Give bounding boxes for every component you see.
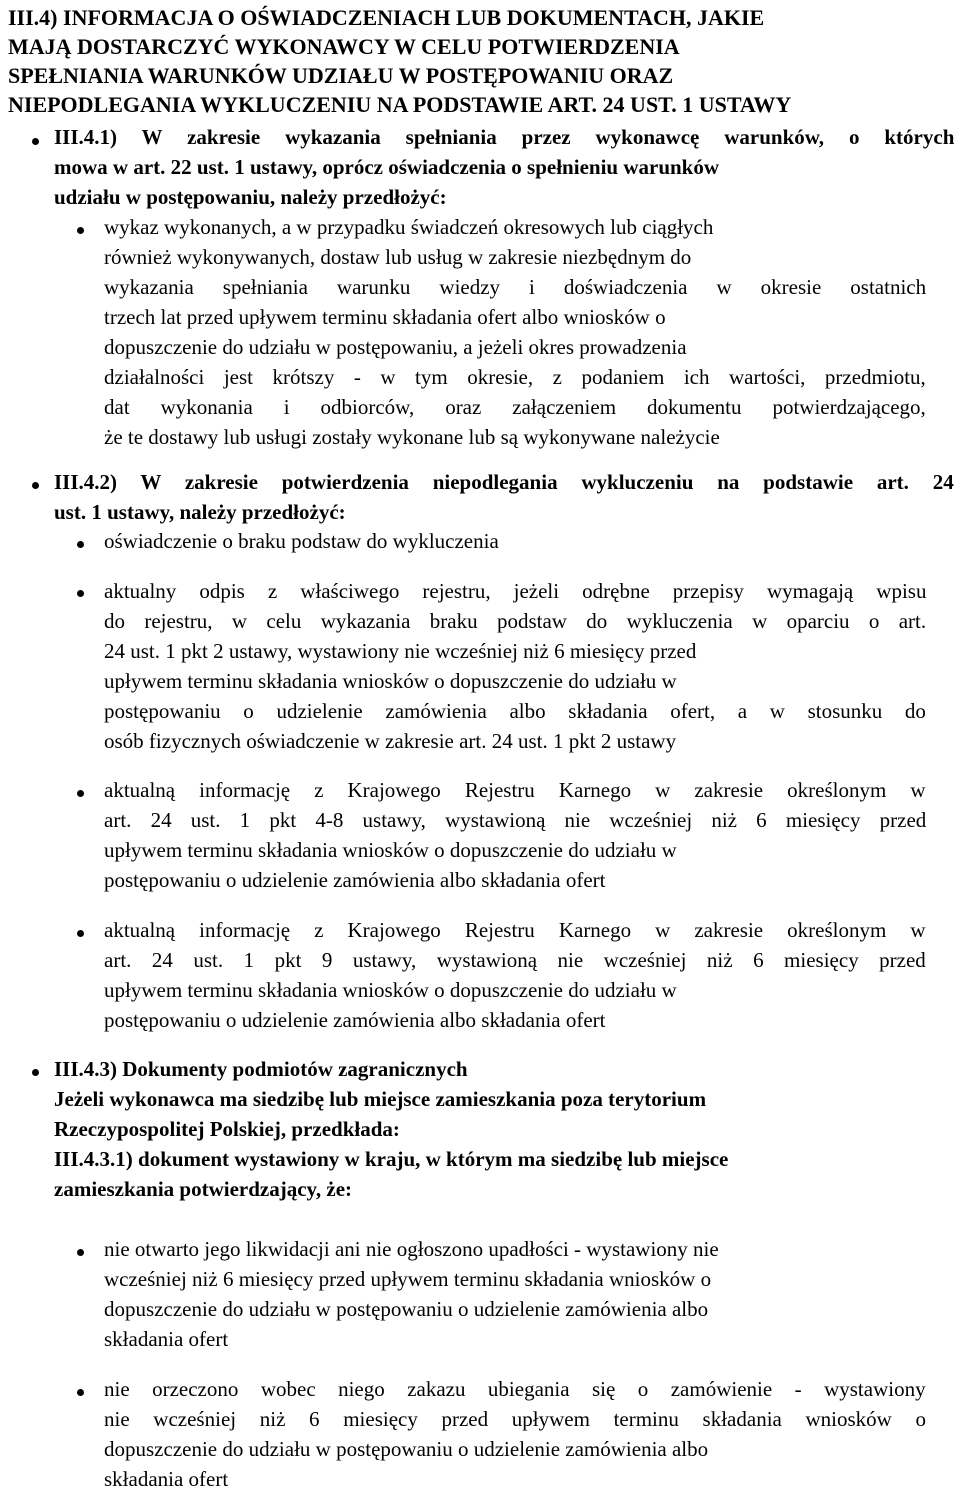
- list-item: aktualną informację z Krajowego Rejestru Karnego w zakresie określonym w art. 24 ust. 1 pkt 4-8 ustawy, wystawioną nie wcześniej niż 6 miesięcy przed upływem terminu składania wniosków o dopuszczenie do udziału w postępowaniu o udzielenie zamówienia albo składania ofert: [104, 778, 927, 892]
- list-item: wykaz wykonanych, a w przypadku świadczeń okresowych lub ciągłych również wykonywanych, dostaw lub usług w zakresie niezbędnym do wykazania spełniania warunku wiedzy i doświadczenia w okresie ostatnich trzech lat przed upływem terminu składania ofert albo wniosków o dopuszczenie do udziału w postępowaniu, a jeżeli okres prowadzenia działalności jest krótszy - w tym okresie, z podaniem ich wartości, przedmiotu, dat wykonania i odbiorców, oraz załączeniem dokumentu potwierdzającego, że te dostawy lub usługi zostały wykonane lub są wykonywane należycie: [104, 215, 927, 449]
- heading-line: SPEŁNIANIA WARUNKÓW UDZIAŁU W POSTĘPOWANIU ORAZ: [8, 63, 674, 88]
- section-heading: [8, 3, 954, 119]
- list-item: oświadczenie o braku podstaw do wykluczenia: [104, 529, 499, 553]
- bullet-icon: [32, 482, 39, 489]
- bullet-icon: [32, 138, 39, 145]
- bullet-icon: [77, 1389, 84, 1396]
- list-item: nie otwarto jego likwidacji ani nie ogłoszono upadłości - wystawiony nie wcześniej niż 6 miesięcy przed upływem terminu składania wniosków o dopuszczenie do udziału w postępowaniu o udzielenie zamówienia albo składania ofert: [104, 1237, 719, 1351]
- bullet-icon: [77, 930, 84, 937]
- heading-line: NIEPODLEGANIA WYKLUCZENIU NA PODSTAWIE ART. 24 UST. 1 USTAWY: [8, 92, 792, 117]
- heading-line: III.4) INFORMACJA O OŚWIADCZENIACH LUB DOKUMENTACH, JAKIE: [8, 5, 765, 30]
- bullet-icon: [32, 1069, 39, 1076]
- subsection-title-4-3: III.4.3) Dokumenty podmiotów zagranicznych Jeżeli wykonawca ma siedzibę lub miejsce zamieszkania poza terytorium Rzeczypospolitej Polskiej, przedkłada: III.4.3.1) dokument wystawiony w kraju, w którym ma siedzibę lub miejsce zamieszkania potwierdzający, że:: [54, 1057, 729, 1201]
- list-item: aktualny odpis z właściwego rejestru, jeżeli odrębne przepisy wymagają wpisu do rejestru, w celu wykazania braku podstaw do wykluczenia w oparciu o art. 24 ust. 1 pkt 2 ustawy, wystawiony nie wcześniej niż 6 miesięcy przed upływem terminu składania wniosków o dopuszczenie do udziału w postępowaniu o udzielenie zamówienia albo składania ofert, a w stosunku do osób fizycznych oświadczenie w zakresie art. 24 ust. 1 pkt 2 ustawy: [104, 579, 927, 753]
- list-item: aktualną informację z Krajowego Rejestru Karnego w zakresie określonym w art. 24 ust. 1 pkt 9 ustawy, wystawioną nie wcześniej niż 6 miesięcy przed upływem terminu składania wniosków o dopuszczenie do udziału w postępowaniu o udzielenie zamówienia albo składania ofert: [104, 918, 926, 1032]
- list-item: nie orzeczono wobec niego zakazu ubiegania się o zamówienie - wystawiony nie wcześniej niż 6 miesięcy przed upływem terminu składania wniosków o dopuszczenie do udziału w postępowaniu o udzielenie zamówienia albo składania ofert: [104, 1377, 926, 1491]
- bullet-icon: [77, 590, 84, 597]
- subsection-title-4-1: III.4.1) W zakresie wykazania spełniania przez wykonawcę warunków, o których mowa w art. 22 ust. 1 ustawy, oprócz oświadczenia o spełnieniu warunków udziału w postępowaniu, należy przedłożyć:: [54, 125, 955, 209]
- subsection-title-4-2: III.4.2) W zakresie potwierdzenia niepodlegania wykluczeniu na podstawie art. 24 ust. 1 ustawy, należy przedłożyć:: [54, 470, 954, 524]
- heading-line: MAJĄ DOSTARCZYĆ WYKONAWCY W CELU POTWIERDZENIA: [8, 34, 680, 59]
- bullet-icon: [77, 790, 84, 797]
- bullet-icon: [77, 227, 84, 234]
- bullet-icon: [77, 1249, 84, 1256]
- bullet-icon: [77, 541, 84, 548]
